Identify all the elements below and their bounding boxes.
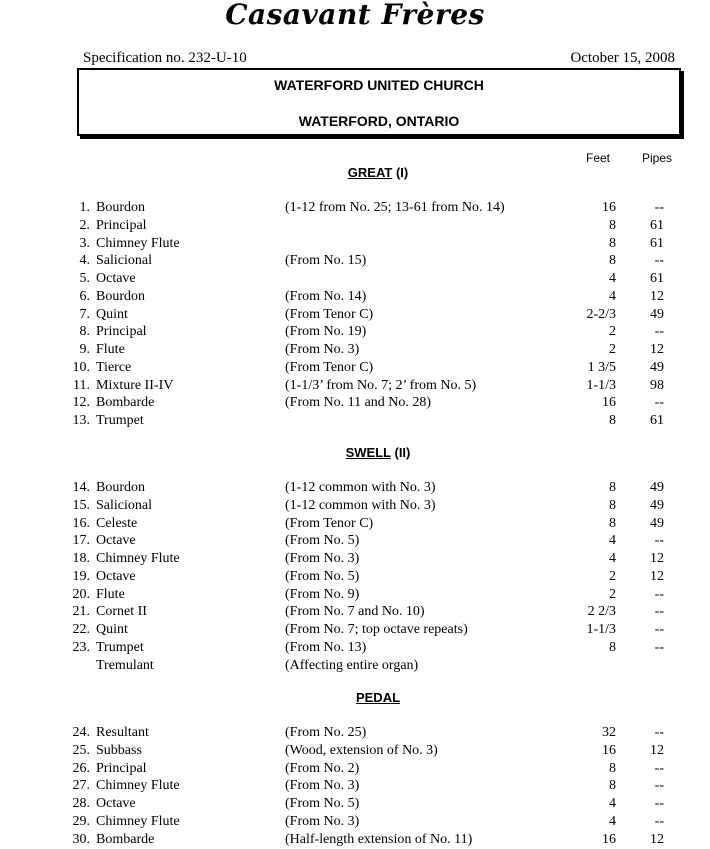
stop-feet: 16 — [602, 742, 616, 758]
stop-note: (1-12 common with No. 3) — [285, 480, 436, 495]
stop-row — [0, 306, 710, 324]
stop-row — [0, 550, 710, 568]
stop-name: Salicional — [96, 253, 152, 269]
stop-name: Salicional — [96, 497, 152, 513]
stop-name: Cornet II — [96, 604, 147, 620]
stop-num: 28. — [72, 796, 90, 811]
stop-pipes: -- — [654, 725, 664, 740]
stop-pipes: -- — [654, 586, 664, 602]
stop-name: Chimney Flute — [96, 778, 180, 794]
stop-name: Chimney Flute — [96, 551, 180, 566]
stop-num: 6. — [79, 288, 90, 304]
stop-note: (From No. 14) — [285, 288, 367, 304]
stop-note: (1-12 common with No. 3) — [285, 497, 436, 513]
stop-name: Flute — [96, 342, 125, 357]
stop-name: Celeste — [96, 515, 138, 531]
stop-num: 24. — [72, 725, 90, 740]
stop-feet: 8 — [609, 480, 616, 495]
stop-pipes: -- — [654, 778, 664, 794]
stop-row — [0, 639, 710, 657]
stop-name: Principal — [96, 760, 147, 776]
stop-num: 4. — [79, 253, 90, 269]
stop-row — [0, 586, 710, 604]
stop-pipes: -- — [654, 395, 664, 411]
stop-pipes: 61 — [650, 235, 664, 251]
stop-num: 26. — [72, 760, 90, 776]
stop-num: 10. — [72, 359, 90, 375]
stop-pipes: -- — [654, 639, 664, 655]
stop-row — [0, 377, 710, 395]
stop-note: (From No. 11 and No. 28) — [285, 395, 432, 411]
stop-num: 1. — [79, 200, 90, 215]
stop-row — [0, 742, 710, 760]
stop-num: 22. — [72, 622, 90, 637]
stop-row — [0, 341, 710, 359]
stop-row — [0, 657, 710, 675]
stop-row — [0, 603, 710, 621]
stop-note: (From No. 3) — [285, 813, 360, 829]
stop-note: (From No. 5) — [285, 568, 360, 584]
stop-pipes: 61 — [650, 217, 664, 233]
stop-pipes: 49 — [650, 306, 664, 322]
stop-row — [0, 795, 710, 813]
spec-number: Specification no. 232-U-10 — [83, 50, 247, 66]
stop-pipes: 98 — [650, 377, 664, 393]
stop-row — [0, 532, 710, 550]
stop-name: Quint — [96, 306, 128, 322]
stop-pipes: 49 — [650, 497, 664, 513]
stop-row — [0, 270, 710, 288]
stop-name: Octave — [96, 568, 136, 584]
stop-pipes: 12 — [650, 288, 664, 304]
stop-note: (From No. 7; top octave repeats) — [285, 622, 468, 637]
stop-feet: 8 — [609, 253, 616, 269]
pipes-column-header: Pipes — [642, 151, 673, 165]
stop-num: 5. — [79, 271, 90, 286]
section-title-great — [0, 165, 710, 180]
stop-pipes: -- — [654, 200, 664, 215]
stop-feet: 16 — [602, 395, 616, 411]
stop-feet: 2 — [609, 568, 616, 584]
stop-note: (From Tenor C) — [285, 515, 374, 531]
stop-name: Octave — [96, 533, 136, 549]
stop-feet: 2-2/3 — [586, 306, 616, 322]
stop-name: Tierce — [96, 359, 132, 375]
stop-note: (Affecting entire organ) — [285, 657, 419, 673]
brand-title: Casavant Frères — [225, 0, 485, 31]
stop-pipes: 12 — [650, 568, 664, 584]
stop-num: 20. — [72, 586, 90, 602]
stop-feet: 1-1/3 — [586, 622, 616, 637]
stop-name: Trumpet — [96, 413, 144, 428]
stop-row — [0, 479, 710, 497]
stop-note: (From No. 3) — [285, 551, 360, 566]
stop-pipes: 61 — [650, 271, 664, 286]
stop-feet: 8 — [609, 497, 616, 513]
church-name: WATERFORD UNITED CHURCH — [274, 77, 484, 93]
stop-note: (Wood, extension of No. 3) — [285, 742, 438, 758]
stop-note: (From No. 3) — [285, 778, 360, 794]
stop-num: 30. — [72, 831, 90, 847]
church-header-box — [77, 68, 681, 136]
section-division: (II) — [390, 445, 411, 460]
stop-row — [0, 252, 710, 270]
stop-pipes: -- — [654, 760, 664, 776]
stop-row — [0, 394, 710, 412]
stop-num: 18. — [72, 551, 90, 566]
stop-feet: 4 — [609, 271, 616, 286]
stop-pipes: 12 — [650, 342, 664, 357]
stop-pipes: 12 — [650, 742, 664, 758]
stop-name: Resultant — [96, 725, 149, 740]
stop-num: 2. — [79, 217, 90, 233]
stop-pipes: -- — [654, 604, 664, 620]
stop-row — [0, 568, 710, 586]
stop-name: Quint — [96, 622, 128, 637]
stop-num: 15. — [72, 497, 90, 513]
stop-feet: 8 — [609, 235, 616, 251]
stop-feet: 2 2/3 — [587, 604, 616, 620]
stop-note: (From No. 13) — [285, 639, 367, 655]
feet-column-header: Feet — [586, 151, 611, 165]
stop-feet: 8 — [609, 778, 616, 794]
stop-pipes: -- — [654, 813, 664, 829]
stop-pipes: 49 — [650, 480, 664, 495]
stop-name: Bombarde — [96, 395, 155, 411]
section-title-swell — [0, 445, 710, 460]
stop-note: (From No. 19) — [285, 324, 367, 340]
stop-name: Bourdon — [96, 288, 145, 304]
stop-row — [0, 831, 710, 849]
stop-row — [0, 288, 710, 306]
stop-num: 27. — [72, 778, 90, 794]
stop-row — [0, 724, 710, 742]
stop-note: (From No. 5) — [285, 796, 360, 811]
spec-date: October 15, 2008 — [570, 50, 675, 66]
stop-row — [0, 515, 710, 533]
stop-name: Chimney Flute — [96, 235, 180, 251]
stop-feet: 16 — [602, 831, 616, 847]
stop-row — [0, 199, 710, 217]
stop-num: 7. — [79, 306, 90, 322]
stop-num: 29. — [72, 813, 90, 829]
stop-num: 8. — [79, 324, 90, 340]
stop-name: Trumpet — [96, 639, 144, 655]
stop-note: (From Tenor C) — [285, 359, 374, 375]
section-title-pedal — [0, 690, 710, 705]
section-name: PEDAL — [355, 690, 401, 705]
stop-row — [0, 760, 710, 778]
stop-note: (From No. 9) — [285, 586, 360, 602]
stop-num: 12. — [72, 395, 90, 411]
stop-row — [0, 235, 710, 253]
stop-feet: 1 3/5 — [587, 359, 616, 375]
section-name: GREAT — [347, 165, 393, 180]
stop-num: 17. — [72, 533, 90, 549]
section-name: SWELL — [345, 445, 391, 460]
stop-note: (1-12 from No. 25; 13-61 from No. 14) — [285, 200, 505, 215]
stop-note: (From No. 3) — [285, 342, 360, 357]
stop-note: (1-1/3’ from No. 7; 2’ from No. 5) — [285, 377, 477, 393]
stop-name: Flute — [96, 586, 125, 602]
stop-name: Bombarde — [96, 831, 155, 847]
stop-row — [0, 217, 710, 235]
stop-pipes: -- — [654, 533, 664, 549]
stop-num: 19. — [72, 568, 90, 584]
stop-num: 13. — [72, 413, 90, 428]
section-division: (I) — [392, 165, 409, 180]
stop-pipes: 12 — [650, 831, 664, 847]
stop-name: Chimney Flute — [96, 813, 180, 829]
stop-row — [0, 777, 710, 795]
stop-name: Bourdon — [96, 480, 145, 495]
stop-row — [0, 621, 710, 639]
stop-note: (From No. 15) — [285, 253, 367, 269]
stop-note: (From No. 25) — [285, 725, 367, 740]
stop-pipes: 49 — [650, 359, 664, 375]
stop-feet: 2 — [609, 586, 616, 602]
stop-name: Mixture II-IV — [96, 377, 174, 393]
stop-pipes: -- — [654, 324, 664, 340]
stop-name: Bourdon — [96, 200, 145, 215]
stop-feet: 2 — [609, 324, 616, 340]
stop-num: 3. — [79, 235, 90, 251]
stop-feet: 4 — [609, 551, 616, 566]
stop-note: (From No. 2) — [285, 760, 360, 776]
stop-name: Tremulant — [96, 657, 154, 673]
stop-pipes: 49 — [650, 515, 664, 531]
stop-feet: 8 — [609, 760, 616, 776]
stop-num: 23. — [72, 639, 90, 655]
stop-pipes: -- — [654, 253, 664, 269]
stop-feet: 16 — [602, 200, 616, 215]
stop-note: (From Tenor C) — [285, 306, 374, 322]
stop-feet: 8 — [609, 515, 616, 531]
stop-pipes: -- — [654, 622, 664, 637]
stop-num: 9. — [79, 342, 90, 357]
stop-num: 25. — [72, 742, 90, 758]
church-location: WATERFORD, ONTARIO — [298, 113, 460, 129]
stop-feet: 4 — [609, 288, 616, 304]
stop-row — [0, 412, 710, 430]
stop-name: Principal — [96, 324, 147, 340]
stop-feet: 32 — [602, 725, 616, 740]
stop-name: Principal — [96, 217, 147, 233]
stop-row — [0, 323, 710, 341]
stop-note: (From No. 5) — [285, 533, 360, 549]
stop-num: 16. — [72, 515, 90, 531]
stop-pipes: 12 — [650, 551, 664, 566]
stop-num: 14. — [72, 480, 90, 495]
stop-feet: 4 — [609, 813, 616, 829]
stop-name: Subbass — [96, 742, 142, 758]
stop-pipes: 61 — [650, 413, 664, 428]
stop-row — [0, 813, 710, 831]
stop-note: (From No. 7 and No. 10) — [285, 604, 425, 620]
stop-note: (Half-length extension of No. 11) — [285, 831, 473, 847]
stop-name: Octave — [96, 796, 136, 811]
stop-feet: 8 — [609, 217, 616, 233]
stop-feet: 1-1/3 — [586, 377, 616, 393]
stop-pipes: -- — [654, 796, 664, 811]
stop-row — [0, 497, 710, 515]
stop-feet: 4 — [609, 533, 616, 549]
stop-feet: 4 — [609, 796, 616, 811]
stop-num: 11. — [73, 377, 90, 393]
stop-name: Octave — [96, 271, 136, 286]
stop-feet: 2 — [609, 342, 616, 357]
stop-num: 21. — [72, 604, 90, 620]
stop-feet: 8 — [609, 413, 616, 428]
stop-row — [0, 359, 710, 377]
stop-feet: 8 — [609, 639, 616, 655]
